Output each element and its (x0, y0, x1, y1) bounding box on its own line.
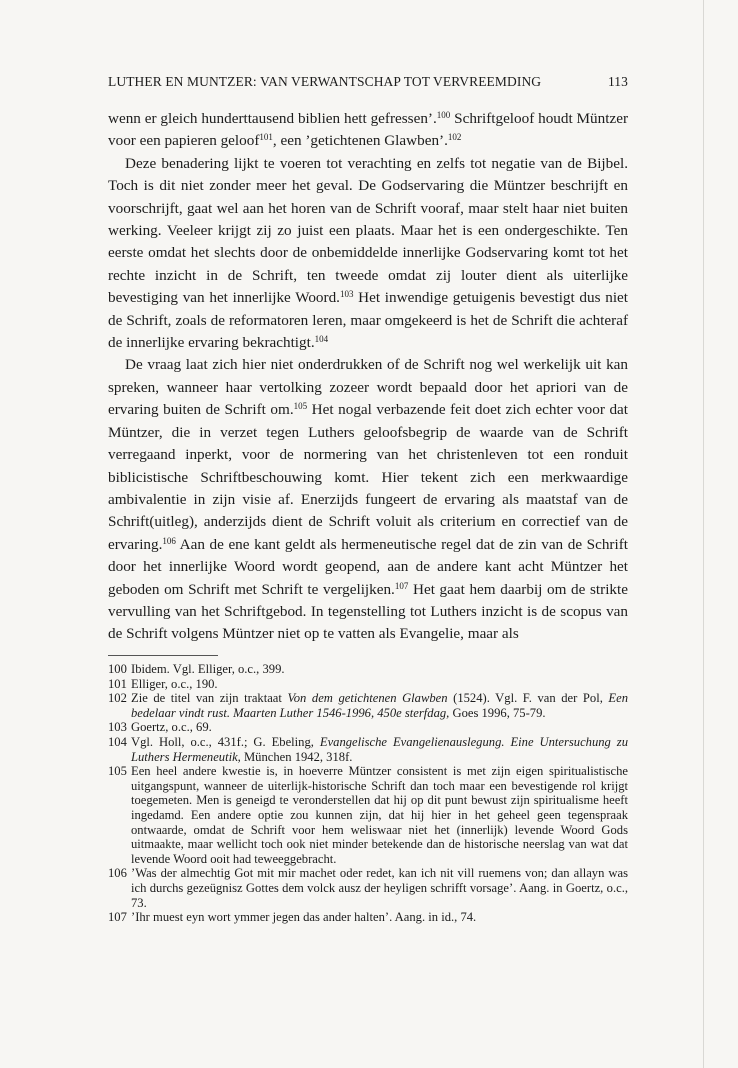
footnote-101 (108, 677, 628, 692)
footnote-number: 101 (108, 676, 127, 691)
footnote-ref-104: 104 (314, 334, 329, 345)
footnote-ref-103: 103 (339, 289, 354, 300)
footnote-ref-105: 105 (293, 401, 308, 412)
footnote-100 (108, 662, 628, 677)
footnote-number: 102 (108, 691, 127, 706)
footnote-text: Goertz, o.c., 69. (131, 720, 212, 735)
text-run: Goes 1996, 75-79. (449, 705, 546, 720)
footnote-text (131, 735, 628, 764)
footnote-number: 100 (108, 662, 127, 676)
footnote-number: 104 (108, 734, 127, 749)
footnote-text: ’Ihr muest eyn wort ymmer jegen das ander halten’. Aang. in id., 74. (131, 910, 477, 925)
footnote-ref-101: 101 (259, 132, 273, 143)
text-run: Vgl. Holl, o.c., 431f.; G. Ebeling, (131, 734, 320, 749)
footnote-text: Ibidem. Vgl. Elliger, o.c., 399. (131, 662, 285, 676)
footnote-number: 105 (108, 764, 127, 779)
text-run: (1524). Vgl. F. van der Pol, (447, 691, 609, 706)
page-number: 113 (607, 74, 628, 89)
running-title: LUTHER EN MUNTZER: VAN VERWANTSCHAP TOT VERVREEMDING (108, 74, 542, 89)
text-run: Zie de titel van zijn traktaat (131, 691, 288, 706)
main-text (108, 108, 628, 646)
footnote-103 (108, 720, 628, 735)
page-edge-line (703, 0, 704, 1068)
italic-title: Von dem getichtenen Glawben (287, 691, 448, 706)
italic-title: Evangelische Evangelienauslegung. Eine Untersuchung zu Luthers Hermeneutik, (131, 734, 628, 764)
paragraph-2 (108, 153, 628, 355)
footnote-number: 103 (108, 720, 127, 735)
text-run: Schriftgeloof houdt Müntzer voor een papieren geloof (108, 110, 628, 150)
footnote-ref-107: 107 (394, 580, 409, 591)
footnote-separator (108, 655, 218, 656)
paragraph-3 (108, 354, 628, 645)
footnote-number: 106 (108, 866, 127, 881)
text-run: Deze benadering lijkt te voeren tot verachting en zelfs tot negatie van de Bijbel. Toch is dit niet zonder meer het geval. De Godservaring die Müntzer beschrijft en voorschrijft, gaat wel aan het horen van de Schrift vooraf, maar stelt haar niet buiten werking. Veeleer krijgt zij zo juist een plaats. Maar het is een ondergeschikte. Ten eerste omdat het slechts door de onbemiddelde innerlijke Godservaring komt tot het rechte inzicht in de Schrift, ten tweede omdat zij louter dient als uiterlijke bevestiging van het innerlijke Woord. (108, 154, 628, 307)
footnote-text (131, 691, 628, 720)
footnote-ref-102: 102 (447, 132, 462, 143)
text-run: Het nogal verbazende feit doet zich echter voor dat Müntzer, die in verzet tegen Luthers geloofsbegrip de waarde van de Schrift verregaand inperkt, voor de normering van het christenleven tot een ronduit biblicistische Schriftbeschouwing komt. Hier tekent zich een merkwaardige ambivalentie in zijn visie af. Enerzijds fungeert de ervaring als maatstaf van de Schrift(uitleg), anderzijds dient de Schrift voluit als criterium en correctief van de ervaring. (108, 401, 629, 553)
text-run: Aan de ene kant geldt als hermeneutische regel dat de zin van de Schrift door het innerlijke Woord wordt geopend, aan de andere kant acht Müntzer het geboden om Schrift met Schrift te vergelijken. (108, 535, 628, 598)
footnote-text: ’Was der almechtig Got mit mir machet oder redet, kan ich nit vill ruemens von; dan allayn was ich durchs gezeügnisz Gottes dem volck ausz der heyligen schrifft vorsage’. Aang. in Goertz, o.c., 73. (131, 866, 628, 910)
text-run: Het inwendige getuigenis bevestigt dus niet de Schrift, zoals de reformatoren leren, maar omgekeerd is het de Schrift die achteraf de innerlijke ervaring bekrachtigt. (108, 289, 628, 352)
footnote-text: Elliger, o.c., 190. (131, 676, 218, 691)
text-run: München 1942, 318f. (240, 749, 353, 764)
footnote-102 (108, 691, 628, 720)
footnote-107 (108, 910, 628, 925)
text-run: , een ’getichtenen Glawben’. (272, 132, 448, 150)
footnote-106 (108, 866, 628, 910)
paragraph-1 (108, 108, 628, 153)
text-run: De vraag laat zich hier niet onderdrukken of de Schrift nog wel werkelijk uit kan spreken, wanneer haar vertolking zozeer wordt bepaald door het apriori van de ervaring buiten de Schrift om. (108, 356, 628, 419)
footnote-ref-100: 100 (436, 110, 451, 120)
footnote-ref-106: 106 (162, 535, 176, 546)
footnote-number: 107 (108, 910, 127, 925)
text-run: Het gaat hem daarbij om de strikte vervulling van het Schriftgebod. In tegenstelling tot Luthers inzicht is de scopus van de Schrift volgens Müntzer niet op te vatten als Evangelie, maar als (108, 580, 628, 643)
italic-title: Een bedelaar vindt rust. Maarten Luther 1546-1996, 450e sterfdag, (131, 691, 628, 720)
running-header (108, 74, 628, 90)
footnote-105 (108, 764, 628, 866)
footnote-104 (108, 735, 628, 764)
footnotes (108, 662, 628, 925)
text-run: wenn er gleich hunderttausend biblien hett gefressen’. (108, 110, 437, 127)
footnote-text: Een heel andere kwestie is, in hoeverre Müntzer consistent is met zijn eigen spiritualistische uitgangspunt, wanneer de uiterlijk-historische Schrift dan toch maar een bevestigende rol krijgt toegemeten. Men is geneigd te veronderstellen dat hij op dit punt bewust zijn spiritualisme heeft ingedamd. Een andere optie zou kunnen zijn, dat hij hier in het geheel geen tegenspraak ontwaarde, omdat de Schrift voor hem weliswaar niet het (innerlijk) levende Woord Gods uitmaakte, maar wellicht toch ook niet minder betekende dan de historische neerslag van wat dat levende Woord ooit had teweeggebracht. (131, 764, 628, 866)
